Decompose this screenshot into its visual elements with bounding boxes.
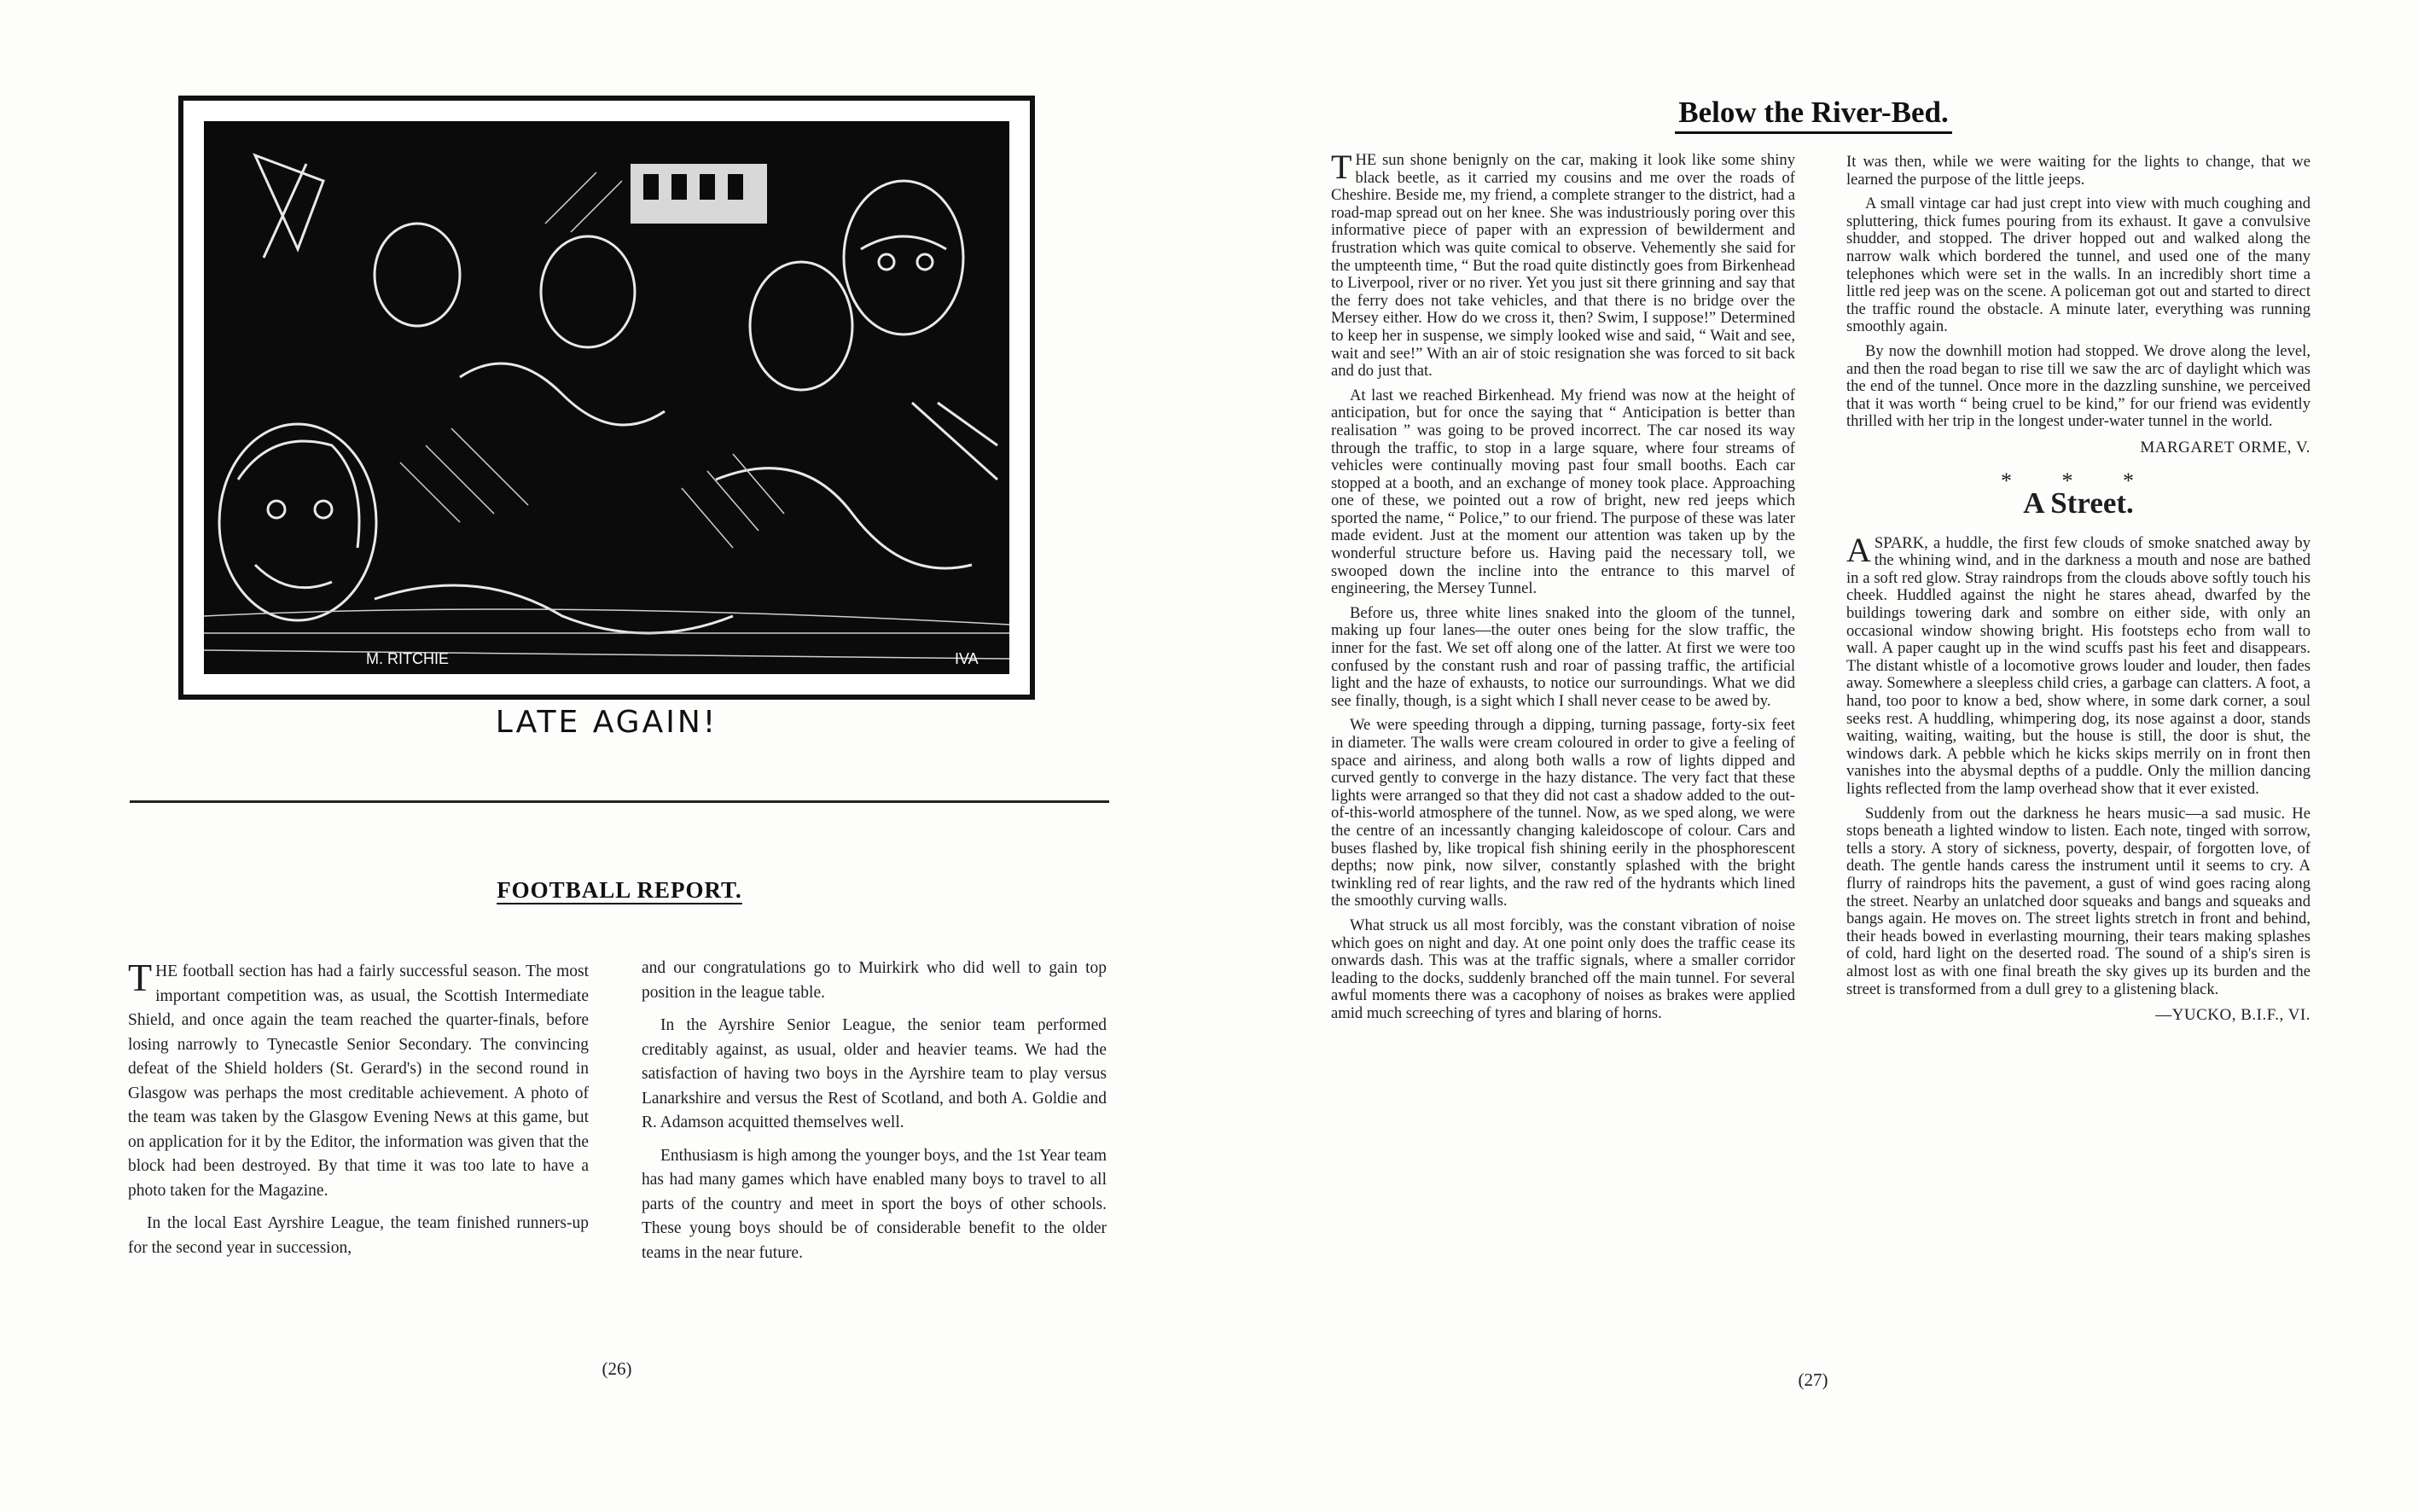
river-bed-heading-text: Below the River-Bed. — [1675, 96, 1952, 134]
page-number-left: (26) — [602, 1358, 632, 1379]
street-paragraph: Suddenly from out the darkness he hears music—a sad music. He stops beneath a lighted window to listen. Each note, tinged with sorrow, tells a story. A story of sickness, poverty, despair, of forgotten love, of death. The gentle hands caress the instrument until it seems to cry. A flurry of raindrops hits the pavement, a gust of wind goes racing along the street. Nearby an unlatched door squeaks and bangs and squeaks and bangs again. He moves on. The street lights stretch in front and behind, their heads bowed in everlasting mourning, their tears making splashes of cold, hard light on the deserted road. The sound of a ship's siren is almost lost as with one final breath the sky gives up its burden and the street is transformed from a dull grey to a glistening black. — [1846, 804, 2310, 998]
river-bed-heading — [1209, 96, 2418, 134]
street-heading: A Street. — [2023, 486, 2134, 520]
late-again-illustration — [178, 96, 1035, 700]
football-paragraph-text: HE football section has had a fairly successful season. The most important competition was, as usual, the Scottish Intermediate Shield, and once again the team reached the quarter-finals, before losing narrowly to Tynecastle Senior Secondary. The convincing defeat of the Shield holders (St. Gerard's) in the second round in Glasgow was perhaps the most creditable achievement. A photo of the team was taken by the Glasgow Evening News at this game, but on application for it by the Editor, the information was given that the block had been destroyed. By that time it was too late to have a photo taken for the Magazine. — [128, 962, 589, 1200]
river-paragraph: It was then, while we were waiting for the lights to change, that we learned the purpose of the little jeeps. — [1846, 153, 2310, 189]
river-column-2 — [1846, 154, 2310, 1032]
river-paragraph: At last we reached Birkenhead. My friend was now at the height of anticipation, but for once the saying that “ Anticipation is better than realisation ” was going to be proved incorrect. The car nosed its way through the traffic, to stop in a large square, where four streams of vehicles were continually moving past four small booths. Each car stopped at a booth, and an exchange of money took place. Approaching one of these, we pointed out a row of bright, new red jeeps which sported the name, “ Police,” to our friend. The purpose of these was later made evident. Just at the moment our attention was taken up by the wonderful structure before us. Having paid the necessary toll, we swooped down the incline into the entrance to this marvel of engineering, the Mersey Tunnel. — [1331, 386, 1795, 598]
illustration-signature-left: M. RITCHIE — [366, 650, 449, 667]
river-paragraph: We were speeding through a dipping, turning passage, forty-six feet in diameter. The walls were cream coloured in order to give a feeling of space and airiness, and along both walls a row of lights dipped and curved gently to converge in the hazy distance. The very fact that these lights were arranged so that they did not cast a shadow added to the out-of-this-world atmosphere of the tunnel. Now, as we sped along, we were the centre of an incessantly changing kaleidoscope of colour. Cars and buses flashed by, like tropical fish shining eerily in the phosphorescent depths; now pink, now silver, constantly splashed with the bright twinkling red of rear lights, and the raw red of the hydrants which lined the smoothly curving walls. — [1331, 716, 1795, 910]
football-paragraph: In the local East Ayrshire League, the team finished runners-up for the second year in succession, — [128, 1214, 589, 1257]
football-column-2 — [642, 957, 1107, 1274]
football-paragraph: In the Ayrshire Senior League, the senior team performed creditably against, as usual, older and heavier teams. We had the satisfaction of having two boys in the Ayrshire team to play versus Lanarkshire and versus the Rest of Scotland, and both A. Goldie and R. Adamson acquitted themselves well. — [642, 1016, 1107, 1131]
woodcut-artwork — [204, 121, 1009, 674]
river-paragraph-text: HE sun shone benignly on the car, making it look like some shiny black beetle, as it carried my cousins and me over the roads of Cheshire. Beside me, my friend, a complete stranger to the district, had a road-map spread out on her knee. She was industriously poring over this informative piece of paper with an expression of bewilderment and frustration which was quite comical to observe. Vehemently she said for the umpteenth time, “ But the road quite distinctly goes from Birkenhead to Liverpool, river or no river. Yet you just sit there grinning and say that the ferry does not take vehicles, and that there is no bridge over the Mersey either. How do we cross it, then? Swim, I suppose!” Determined to keep her in suspense, we simply looked wise and said, “ Wait and see, wait and see!” With an air of stoic resignation she was forced to sit back and do just that. — [1331, 151, 1795, 381]
river-author: MARGARET ORME, V. — [2140, 438, 2310, 457]
drop-cap: A — [1846, 530, 1871, 569]
illustration-signature-right: IVA — [955, 650, 979, 667]
football-report-heading: FOOTBALL REPORT. — [497, 877, 742, 903]
drop-cap: T — [128, 956, 153, 999]
section-separator: * * * — [2001, 468, 2156, 493]
street-author: —YUCKO, B.I.F., VI. — [2155, 1006, 2310, 1025]
river-paragraph — [1331, 148, 1795, 381]
river-paragraph: What struck us all most forcibly, was the constant vibration of noise which goes on night and day. At one point only does the traffic cease its onwards dash. This was at the traffic signals, where a smaller corridor leading to the docks, suddenly branched off the main tunnel. For several awful moments there was a cacophony of noises as brakes were applied amid much screeching of tyres and blaring of horns. — [1331, 916, 1795, 1022]
football-paragraph: Enthusiasm is high among the younger boys, and the 1st Year team has had many games which have enabled many boys to travel to all parts of the country and meet in sport the boys of other schools. These young boys should be of considerable benefit to the older teams in the near future. — [642, 1146, 1107, 1262]
street-paragraph — [1846, 530, 2310, 799]
football-paragraph: and our congratulations go to Muirkirk who did well to gain top position in the league table. — [642, 959, 1107, 1002]
street-paragraph-text: SPARK, a huddle, the first few clouds of smoke snatched away by the whining wind, and in the darkness a mouth and nose are bathed in a soft red glow. Stray raindrops from the clouds above softly touch his cheek. Huddled against the night he stares ahead, dwarfed by the buildings towering dark and sombre on either side, with only an occasional window showing bright. His footsteps echo from wall to wall. A paper caught up in the wind scuffs past his feet and disappears. The distant whistle of a locomotive grows louder and louder, then fades away. Somewhere a sleepless child cries, a garbage can clatters. A foot, a hand, too poor to know a bed, show where, in some dark corner, a soul seeks rest. A huddling, whimpering dog, its nose against a door, stands waiting, waiting, waiting, but the house is still, the door is shut, the windows dark. A pebble which he kicks skips merrily on in front then vanishes into the abysmal depths of a puddle. Only the million dancing lights reflected from the lamp overhead show that it ever existed. — [1846, 533, 2310, 798]
drop-cap: T — [1331, 148, 1352, 186]
section-divider — [130, 800, 1109, 803]
river-paragraph: A small vintage car had just crept into view with much coughing and spluttering, thick fumes pouring from its exhaust. It gave a convulsive shudder, and stopped. The driver hopped out and walked along the narrow walk which bordered the tunnel, and used one of the many telephones which were set in the walls. In an incredibly short time a little red jeep was on the scene. A policeman got out and started to direct the traffic round the obstacle. A minute later, everything was running smoothly again. — [1846, 195, 2310, 336]
river-paragraph: Before us, three white lines snaked into the gloom of the tunnel, making up four lanes—the outer ones being for the slow traffic, the inner for the fast. We set off along one of the latter. At first we were too confused by the constant rush and roar of passing traffic, the artificial light and the haze of exhausts, to notice our surroundings. What we did see finally, though, is a sight which I shall never cease to be awed by. — [1331, 603, 1795, 710]
river-column-1 — [1331, 148, 1795, 1030]
river-paragraph: By now the downhill motion had stopped. We drove along the level, and then the road began to rise till we saw the arc of daylight which was the end of the tunnel. Once more in the dazzling sunshine, we perceived that it was worth “ being cruel to be kind,” for our friend was evidently thrilled with her trip in the longest under-water tunnel in the world. — [1846, 341, 2310, 431]
page-number-right: (27) — [1798, 1370, 1828, 1390]
football-paragraph — [128, 956, 589, 1203]
football-column-1 — [128, 956, 589, 1269]
illustration-caption: LATE AGAIN! — [495, 705, 718, 740]
